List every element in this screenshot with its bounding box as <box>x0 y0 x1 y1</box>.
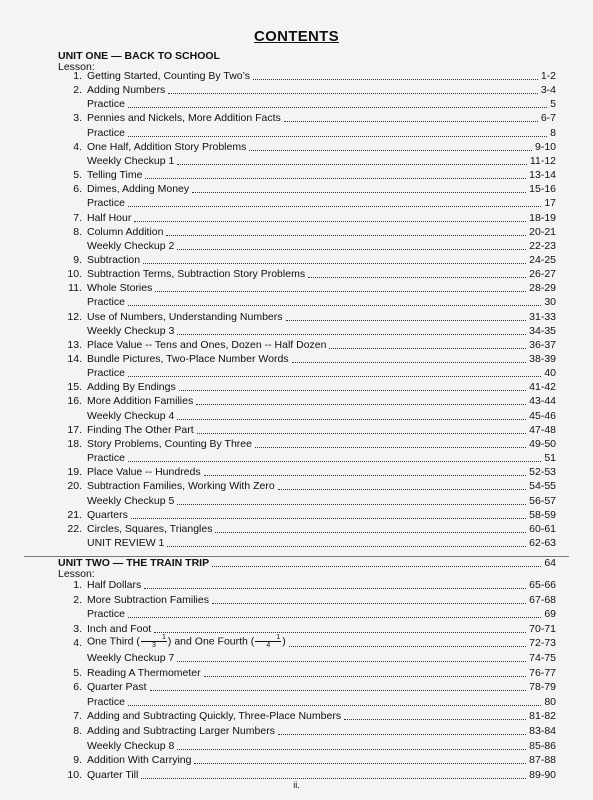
toc-row[interactable] <box>58 667 556 679</box>
page-range: 41-42 <box>529 381 556 394</box>
lesson-number: 1. <box>73 70 82 82</box>
page-range: 83-84 <box>529 725 556 737</box>
toc-row[interactable] <box>58 754 556 766</box>
toc-entry-title: UNIT REVIEW 1 <box>87 536 165 549</box>
leader-dots <box>329 347 526 349</box>
leader-dots <box>128 704 541 706</box>
toc-entry-title: Pennies and Nickels, More Addition Facts <box>87 112 281 125</box>
toc-entry-title: One Half, Addition Story Problems <box>87 140 247 153</box>
toc-entry-title: Subtraction <box>87 253 141 266</box>
lesson-number: 22. <box>67 522 82 535</box>
toc-row[interactable] <box>58 395 556 407</box>
lesson-number: 18. <box>67 437 82 450</box>
page-range: 6-7 <box>540 112 556 125</box>
toc-row[interactable] <box>58 127 556 139</box>
leader-dots <box>177 333 526 335</box>
toc-entry-title: Dimes, Adding Money <box>87 183 190 196</box>
page-range: 28-29 <box>529 282 556 295</box>
toc-row[interactable] <box>58 367 556 379</box>
leader-dots <box>154 631 526 633</box>
toc-entry-title: One Third ( $\frac{1}{3}$ ) and One Fourth ( $\frac{1}{4}$ ) <box>87 634 286 650</box>
lesson-number: 20. <box>67 480 82 493</box>
leader-dots <box>196 403 526 405</box>
toc-row[interactable] <box>58 169 556 181</box>
leader-dots <box>278 733 526 735</box>
toc-row[interactable] <box>58 197 556 209</box>
toc-row[interactable] <box>58 523 556 535</box>
toc-entry-title: Circles, Squares, Triangles <box>87 522 213 535</box>
toc-row[interactable] <box>58 725 556 737</box>
toc-row[interactable] <box>58 311 556 323</box>
toc-entry-title: Weekly Checkup 1 <box>87 154 175 167</box>
page-range: 85-86 <box>529 739 556 752</box>
unit-one-heading: UNIT ONE — BACK TO SCHOOL <box>58 50 220 62</box>
leader-dots <box>131 517 526 519</box>
leader-dots <box>249 149 532 151</box>
lesson-number: 8. <box>73 225 82 238</box>
leader-dots <box>212 602 526 604</box>
unit-two-heading: UNIT TWO — THE TRAIN TRIP <box>58 557 210 569</box>
toc-row[interactable] <box>58 594 556 606</box>
toc-row[interactable] <box>58 155 556 167</box>
toc-entry-title: More Subtraction Families <box>87 593 209 606</box>
page-range: 22-23 <box>529 239 556 252</box>
toc-entry-title: Addition With Carrying <box>87 754 192 767</box>
leader-dots <box>255 446 526 448</box>
unit-two-heading-row[interactable] <box>58 557 556 569</box>
lesson-number: 12. <box>67 310 82 323</box>
page-range: 9-10 <box>534 140 556 153</box>
leader-dots <box>128 616 541 618</box>
toc-row[interactable] <box>58 452 556 464</box>
page-range: 69 <box>544 608 556 621</box>
leader-dots <box>253 78 538 80</box>
toc-row[interactable] <box>58 268 556 280</box>
leader-dots <box>168 92 538 94</box>
page-range: 36-37 <box>529 338 556 351</box>
leader-dots <box>284 120 538 122</box>
page-range: 51 <box>544 452 556 465</box>
leader-dots <box>204 474 527 476</box>
toc-row[interactable] <box>58 353 556 365</box>
toc-row[interactable] <box>58 466 556 478</box>
page-range: 30 <box>544 296 556 309</box>
unit-one-lesson-label: Lesson: <box>58 61 95 73</box>
page-range: 54-55 <box>529 480 556 493</box>
lesson-number: 6. <box>73 681 82 694</box>
toc-entry-title: Column Addition <box>87 225 164 238</box>
lesson-number: 10. <box>67 768 82 781</box>
leader-dots <box>194 762 526 764</box>
leader-dots <box>177 248 526 250</box>
page-range: 80 <box>544 695 556 708</box>
toc-row[interactable] <box>58 740 556 752</box>
page-range: 67-68 <box>529 593 556 606</box>
lesson-number: 5. <box>73 169 82 182</box>
toc-row[interactable] <box>58 112 556 124</box>
toc-entry-title: Adding By Endings <box>87 381 176 394</box>
leader-dots <box>344 718 526 720</box>
toc-entry-title: Adding and Subtracting Quickly, Three-Place Numbers <box>87 710 342 723</box>
toc-row[interactable] <box>58 681 556 693</box>
leader-dots <box>192 191 526 193</box>
page-range: 81-82 <box>529 710 556 723</box>
page-range: 47-48 <box>529 423 556 436</box>
page-range: 26-27 <box>529 268 556 281</box>
page-range: 3-4 <box>540 84 556 97</box>
page-range: 70-71 <box>529 622 556 635</box>
toc-entry-title: Subtraction Families, Working With Zero <box>87 480 275 493</box>
toc-row[interactable] <box>58 240 556 252</box>
page-range: 45-46 <box>529 409 556 422</box>
toc-row[interactable] <box>58 212 556 224</box>
toc-entry-title: Adding Numbers <box>87 84 166 97</box>
toc-entry-title: Use of Numbers, Understanding Numbers <box>87 310 283 323</box>
unit-two-page: 64 <box>544 557 556 569</box>
toc-row[interactable] <box>58 710 556 722</box>
lesson-number: 1. <box>73 579 82 591</box>
page-range: 60-61 <box>529 522 556 535</box>
toc-row[interactable] <box>58 98 556 110</box>
leader-dots <box>128 205 541 207</box>
page-range: 38-39 <box>529 353 556 365</box>
fraction-one-third: $\frac{1}{3}$ <box>141 634 167 649</box>
leader-dots <box>128 375 541 377</box>
toc-entry-title: Adding and Subtracting Larger Numbers <box>87 725 275 737</box>
leader-dots <box>128 304 541 306</box>
page-range: 89-90 <box>529 768 556 781</box>
toc-row[interactable] <box>58 226 556 238</box>
toc-entry-title: Getting Started, Counting By Two’s <box>87 70 251 82</box>
toc-entry-title: Story Problems, Counting By Three <box>87 437 252 450</box>
page-range: 34-35 <box>529 324 556 337</box>
toc-entry-title: Reading A Thermometer <box>87 666 201 679</box>
page-range: 74-75 <box>529 652 556 664</box>
toc-row[interactable] <box>58 480 556 492</box>
toc-entry-title: Practice <box>87 296 125 309</box>
toc-entry-title: Bundle Pictures, Two-Place Number Words <box>87 353 289 365</box>
leader-dots <box>179 389 526 391</box>
lesson-number: 21. <box>67 508 82 521</box>
page-range: 56-57 <box>529 494 556 507</box>
lesson-number: 4. <box>73 140 82 153</box>
toc-entry-title: Quarter Till <box>87 768 139 781</box>
toc-entry-title: Half Hour <box>87 211 132 224</box>
toc-row[interactable] <box>58 579 556 591</box>
leader-dots <box>150 689 527 691</box>
lesson-number: 8. <box>73 725 82 737</box>
toc-entry-title: Quarter Past <box>87 681 147 694</box>
lesson-number: 13. <box>67 338 82 351</box>
toc-entry-title: Practice <box>87 367 125 380</box>
leader-dots <box>166 234 526 236</box>
page-range: 52-53 <box>529 466 556 479</box>
page-range: 78-79 <box>529 681 556 694</box>
lesson-number: 2. <box>73 84 82 97</box>
leader-dots <box>292 361 527 363</box>
page-range: 58-59 <box>529 508 556 521</box>
toc-row[interactable] <box>58 325 556 337</box>
page-range: 76-77 <box>529 666 556 679</box>
leader-dots <box>308 276 526 278</box>
lesson-number: 15. <box>67 381 82 394</box>
leader-dots <box>145 177 526 179</box>
page-range: 62-63 <box>529 536 556 549</box>
lesson-number: 3. <box>73 622 82 635</box>
toc-row[interactable] <box>58 282 556 294</box>
leader-dots <box>143 262 526 264</box>
leader-dots <box>134 220 526 222</box>
toc-row[interactable] <box>58 70 556 82</box>
page-range: 1-2 <box>540 70 556 82</box>
lesson-number: 7. <box>73 211 82 224</box>
leader-dots <box>204 675 527 677</box>
toc-row[interactable] <box>58 634 556 650</box>
page-number: ii. <box>293 780 300 790</box>
page-range: 65-66 <box>529 579 556 591</box>
leader-dots <box>286 319 527 321</box>
page-range: 24-25 <box>529 253 556 266</box>
lesson-number: 14. <box>67 353 82 365</box>
toc-row[interactable] <box>58 424 556 436</box>
lesson-number: 7. <box>73 710 82 723</box>
toc-row[interactable] <box>58 381 556 393</box>
toc-row[interactable] <box>58 141 556 153</box>
lesson-number: 16. <box>67 395 82 408</box>
toc-entry-title: Inch and Foot <box>87 622 152 635</box>
lesson-number: 9. <box>73 754 82 767</box>
leader-dots <box>177 503 526 505</box>
toc-entry-title: Subtraction Terms, Subtraction Story Problems <box>87 268 306 281</box>
toc-row[interactable] <box>58 652 556 664</box>
leader-dots <box>128 135 547 137</box>
leader-dots <box>177 748 526 750</box>
leader-dots <box>278 488 526 490</box>
lesson-number: 6. <box>73 183 82 196</box>
toc-row[interactable] <box>58 339 556 351</box>
toc-row[interactable] <box>58 296 556 308</box>
toc-entry-title: More Addition Families <box>87 395 194 408</box>
leader-dots <box>215 531 526 533</box>
leader-dots <box>212 565 541 567</box>
page-range: 31-33 <box>529 310 556 323</box>
lesson-number: 10. <box>67 268 82 281</box>
toc-entry-title: Weekly Checkup 8 <box>87 739 175 752</box>
lesson-number: 2. <box>73 593 82 606</box>
page-title: CONTENTS <box>254 28 339 45</box>
toc-entry-title: Weekly Checkup 4 <box>87 409 175 422</box>
lesson-number: 5. <box>73 666 82 679</box>
leader-dots <box>144 587 526 589</box>
toc-row[interactable] <box>58 769 556 781</box>
leader-dots <box>197 432 527 434</box>
leader-dots <box>177 418 526 420</box>
page-range: 72-73 <box>529 637 556 650</box>
leader-dots <box>289 645 526 647</box>
page-range: 13-14 <box>529 169 556 182</box>
page-range: 8 <box>550 126 556 139</box>
leader-dots <box>167 545 526 547</box>
toc-entry-title: Weekly Checkup 3 <box>87 324 175 337</box>
toc-row[interactable] <box>58 696 556 708</box>
toc-entry-title: Practice <box>87 197 125 210</box>
toc-entry-title: Place Value -- Tens and Ones, Dozen -- Half Dozen <box>87 338 327 351</box>
toc-row[interactable] <box>58 410 556 422</box>
toc-entry-title: Finding The Other Part <box>87 423 194 436</box>
page-range: 40 <box>544 367 556 380</box>
page-range: 49-50 <box>529 437 556 450</box>
toc-entry-title: Half Dollars <box>87 579 142 591</box>
page-range: 15-16 <box>529 183 556 196</box>
toc-row[interactable] <box>58 495 556 507</box>
leader-dots <box>155 290 526 292</box>
page-range: 43-44 <box>529 395 556 408</box>
lesson-number: 17. <box>67 423 82 436</box>
page-range: 18-19 <box>529 211 556 224</box>
leader-dots <box>177 163 527 165</box>
lesson-number: 11. <box>68 282 82 295</box>
toc-entry-title: Weekly Checkup 7 <box>87 652 175 664</box>
toc-entry-title: Practice <box>87 695 125 708</box>
page-range: 87-88 <box>529 754 556 767</box>
toc-entry-title: Practice <box>87 608 125 621</box>
toc-row[interactable] <box>58 623 556 635</box>
toc-row[interactable] <box>58 608 556 620</box>
leader-dots <box>141 777 526 779</box>
page-range: 5 <box>550 98 556 111</box>
toc-row[interactable] <box>58 509 556 521</box>
toc-row[interactable] <box>58 254 556 266</box>
unit-two-lesson-label: Lesson: <box>58 568 95 580</box>
toc-row[interactable] <box>58 438 556 450</box>
fraction-one-fourth: $\frac{1}{4}$ <box>255 634 281 649</box>
toc-entry-title: Whole Stories <box>87 282 153 295</box>
leader-dots <box>177 660 526 662</box>
toc-entry-title: Practice <box>87 98 125 111</box>
toc-entry-title: Practice <box>87 452 125 465</box>
toc-entry-title: Weekly Checkup 5 <box>87 494 175 507</box>
toc-entry-title: Telling Time <box>87 169 143 182</box>
page-range: 17 <box>544 197 556 210</box>
leader-dots <box>128 106 547 108</box>
lesson-number: 9. <box>73 253 82 266</box>
toc-entry-title: Weekly Checkup 2 <box>87 239 175 252</box>
toc-row[interactable] <box>58 183 556 195</box>
toc-row[interactable] <box>58 84 556 96</box>
toc-entry-title: Place Value -- Hundreds <box>87 466 201 479</box>
page-range: 11-12 <box>529 154 556 167</box>
lesson-number: 19. <box>67 466 82 479</box>
page-range: 20-21 <box>529 225 556 238</box>
leader-dots <box>128 460 541 462</box>
lesson-number: 4. <box>73 637 82 650</box>
lesson-number: 3. <box>73 112 82 125</box>
toc-entry-title: Practice <box>87 126 125 139</box>
toc-row[interactable] <box>58 537 556 549</box>
toc-entry-title: Quarters <box>87 508 128 521</box>
